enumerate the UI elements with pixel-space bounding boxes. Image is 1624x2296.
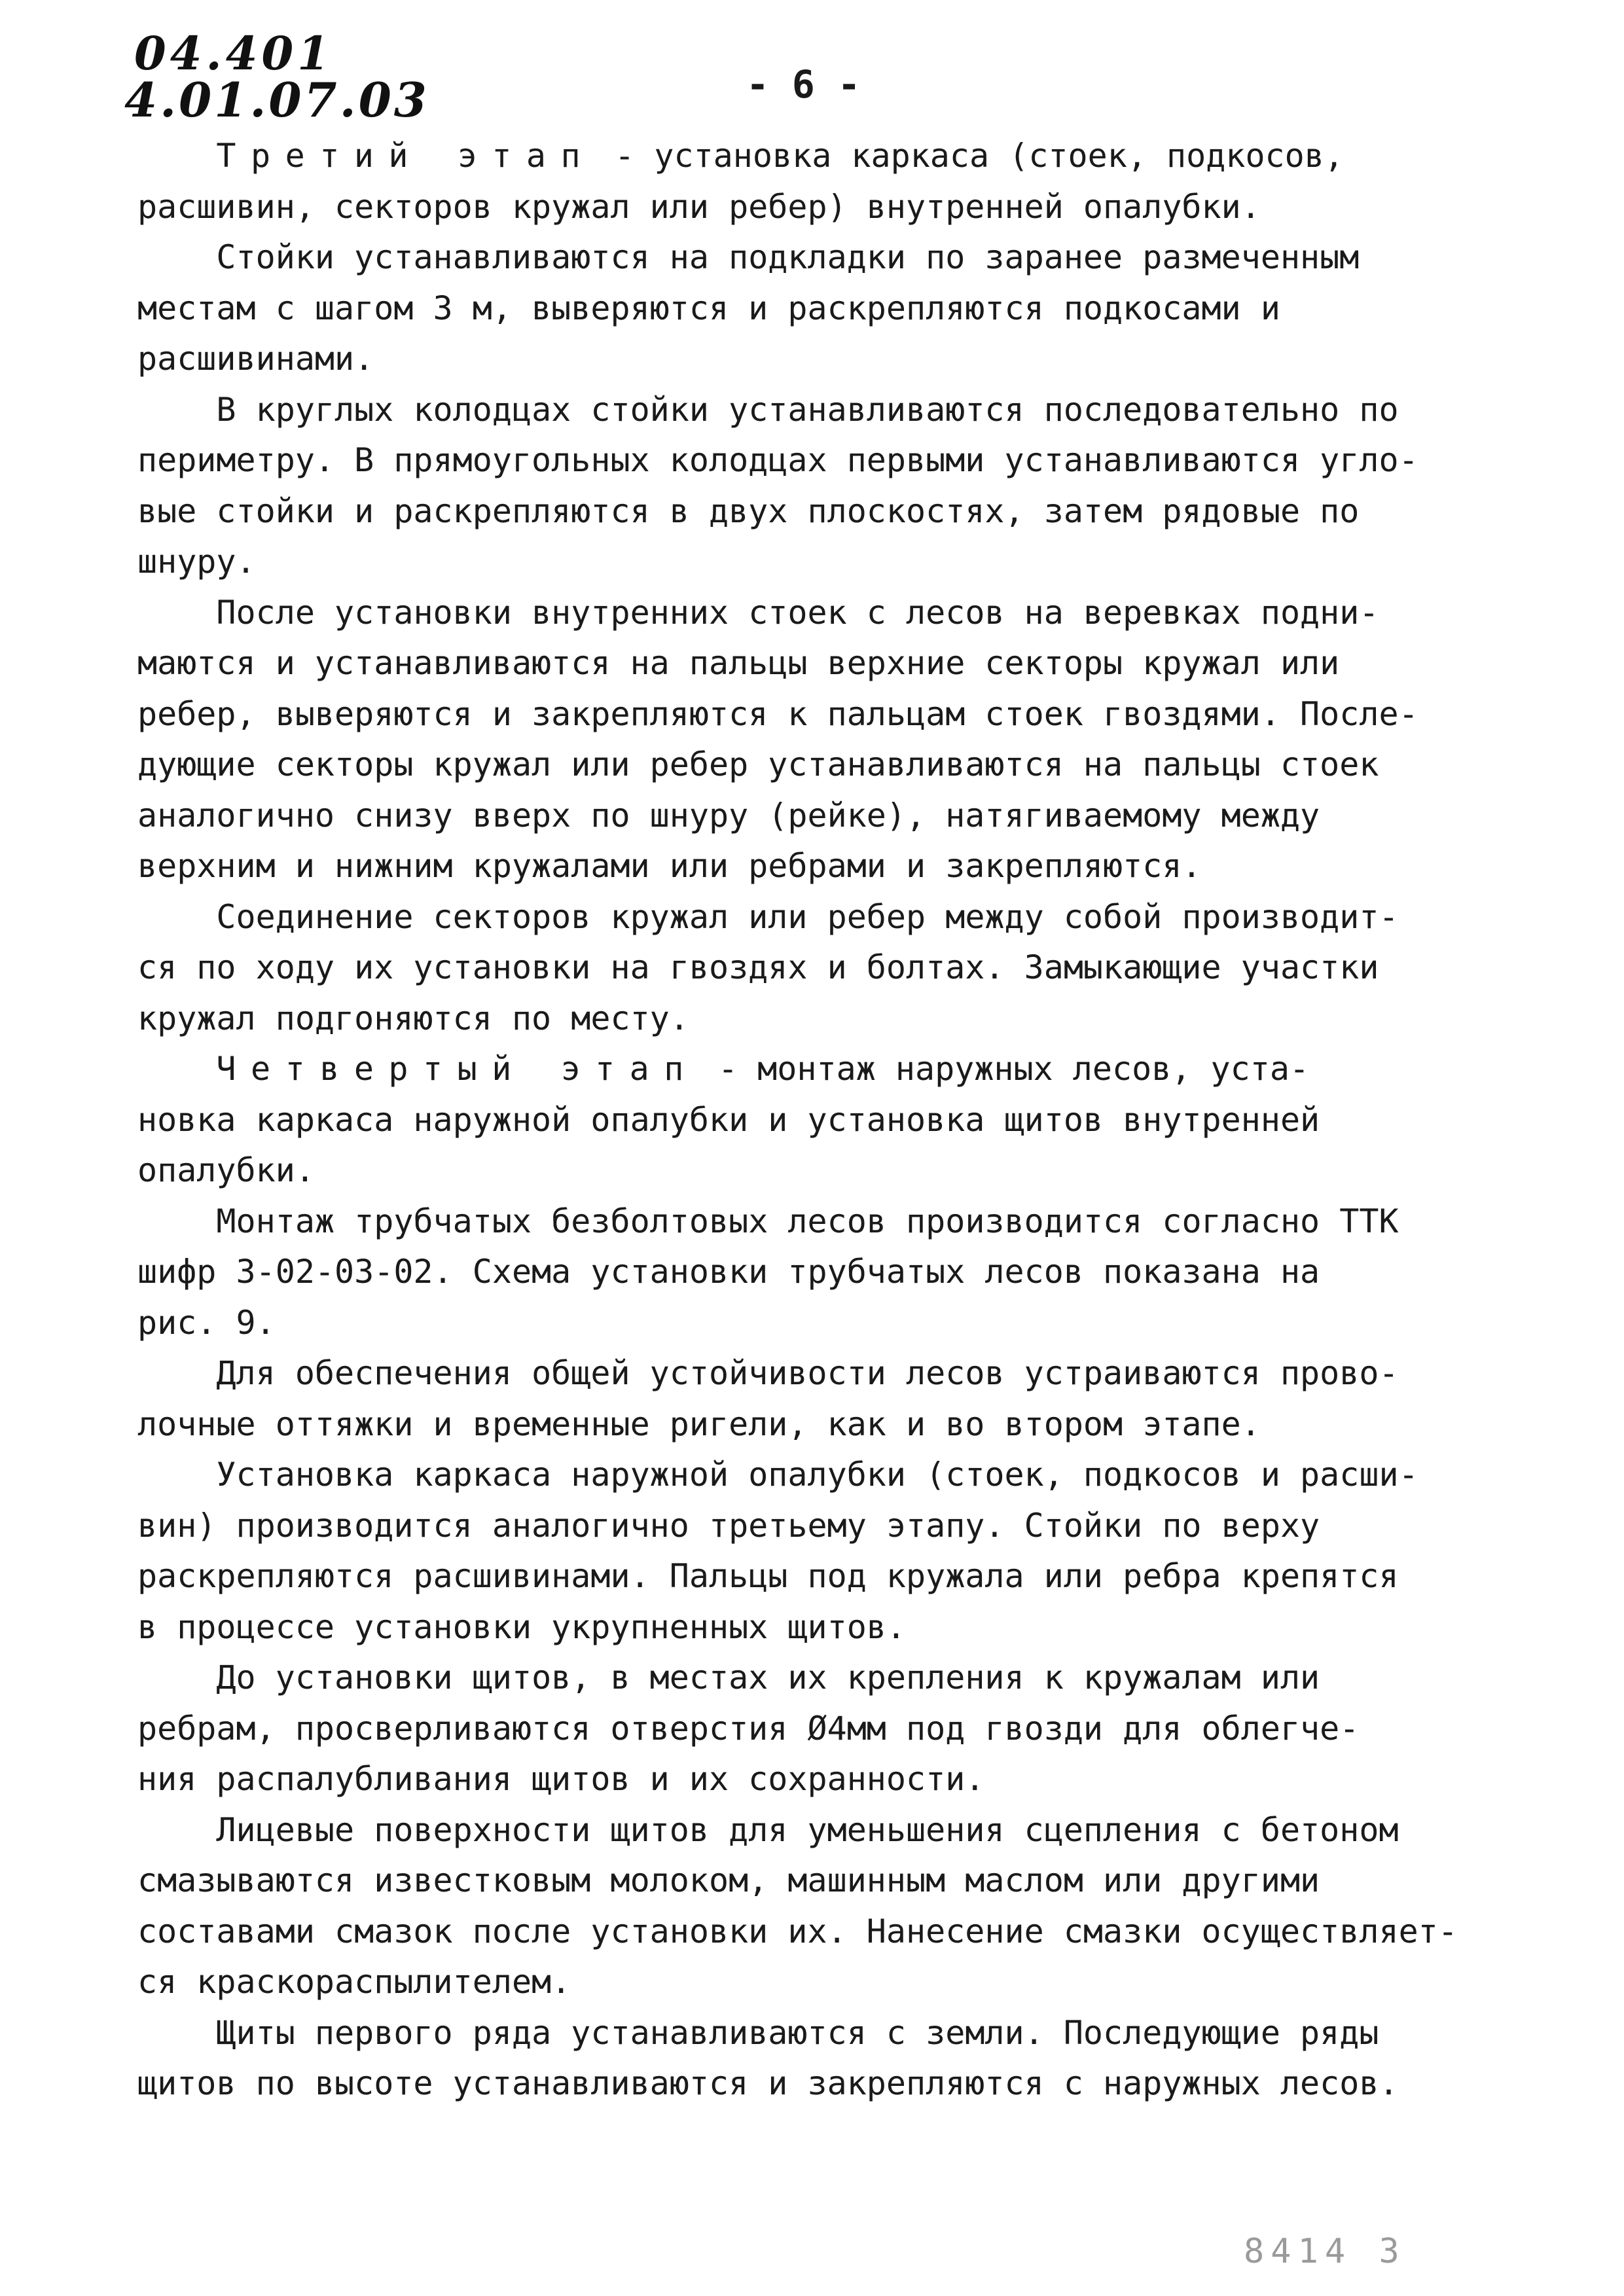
paragraph-indent	[137, 2014, 216, 2052]
paragraph-indent	[137, 1202, 216, 1240]
line-text: Лицевые поверхности щитов для уменьшения сцепления с бетоном	[216, 1810, 1399, 1849]
line-text: шнуру.	[137, 543, 256, 581]
line-text: вин) производится аналогично третьему этапу. Стойки по верху	[137, 1506, 1320, 1545]
line-text: ребрам, просверливаются отверстия Ø4мм под гвозди для облегче-	[137, 1709, 1360, 1748]
line-text: новка каркаса наружной опалубки и установка щитов внутренней	[137, 1100, 1320, 1139]
text-line	[137, 1704, 1506, 1755]
line-text: опалубки.	[137, 1151, 315, 1189]
text-line	[137, 2058, 1506, 2109]
text-line	[137, 1602, 1506, 1653]
paragraph-indent	[137, 1659, 216, 1696]
paragraph-indent	[137, 238, 216, 276]
line-text: После установки внутренних стоек с лесов на веревках подни-	[216, 593, 1379, 632]
line-text: расшивин, секторов кружал или ребер) внутренней опалубки.	[137, 187, 1261, 226]
text-line	[137, 435, 1506, 486]
text-line	[137, 537, 1506, 588]
text-line	[137, 2008, 1506, 2059]
line-text: вые стойки и раскрепляются в двух плоскостях, затем рядовые по	[137, 492, 1360, 530]
text-line	[137, 1196, 1506, 1247]
line-text: ся по ходу их установки на гвоздях и болтах. Замыкающие участки	[137, 948, 1379, 986]
line-text: Монтаж трубчатых безболтовых лесов производится согласно ТТК	[216, 1202, 1399, 1240]
line-text: раскрепляются расшивинами. Пальцы под кружала или ребра крепятся	[137, 1557, 1399, 1595]
line-text: местам с шагом 3 м, выверяются и раскрепляются подкосами и	[137, 289, 1280, 327]
text-line	[137, 385, 1506, 436]
line-text: Для обеспечения общей устойчивости лесов устраиваются прово-	[216, 1354, 1399, 1392]
line-text: Установка каркаса наружной опалубки (стоек, подкосов и расши-	[216, 1456, 1418, 1494]
text-line	[137, 1095, 1506, 1146]
line-text: ся краскораспылителем.	[137, 1963, 571, 2001]
line-text: аналогично снизу вверх по шнуру (рейке), натягиваемому между	[137, 796, 1320, 834]
text-line	[137, 740, 1506, 791]
archive-stamp-note: 8414 3	[1244, 2232, 1406, 2271]
line-text: - установка каркаса (стоек, подкосов,	[595, 137, 1344, 175]
text-line	[137, 994, 1506, 1045]
text-line	[137, 638, 1506, 689]
paragraph-indent	[137, 391, 216, 429]
line-text: в процессе установки укрупненных щитов.	[137, 1607, 906, 1646]
text-line	[137, 1907, 1506, 1958]
line-text: Щиты первого ряда устанавливаются с земли. Последующие ряды	[216, 2013, 1379, 2052]
line-text: ния распалубливания щитов и их сохранности.	[137, 1760, 985, 1798]
paragraph-indent	[137, 594, 216, 632]
text-line	[137, 1399, 1506, 1450]
text-line	[137, 689, 1506, 740]
line-text: периметру. В прямоугольных колодцах первыми устанавливаются угло-	[137, 441, 1418, 479]
text-line	[137, 1551, 1506, 1602]
text-line	[137, 1653, 1506, 1704]
text-line	[137, 588, 1506, 639]
text-line	[137, 1247, 1506, 1298]
text-line	[137, 1856, 1506, 1907]
line-text: расшивинами.	[137, 340, 374, 378]
text-line	[137, 283, 1506, 334]
text-line	[137, 131, 1506, 182]
line-text: маются и устанавливаются на пальцы верхние секторы кружал или	[137, 644, 1340, 682]
page-number: - 6 -	[746, 62, 861, 107]
paragraph-indent	[137, 898, 216, 936]
paragraph-indent	[137, 1050, 216, 1088]
line-text: Стойки устанавливаются на подкладки по заранее размеченным	[216, 238, 1360, 276]
line-text: лочные оттяжки и временные ригели, как и во втором этапе.	[137, 1405, 1261, 1443]
line-text: - монтаж наружных лесов, уста-	[698, 1050, 1310, 1088]
line-text: Соединение секторов кружал или ребер между собой производит-	[216, 897, 1399, 936]
line-text: В круглых колодцах стойки устанавливаются последовательно по	[216, 390, 1399, 429]
text-line	[137, 334, 1506, 385]
paragraph-indent	[137, 1354, 216, 1392]
text-line	[137, 1957, 1506, 2008]
text-line	[137, 1754, 1506, 1805]
handwritten-document-code: 4.01.07.03	[124, 72, 429, 128]
text-line	[137, 942, 1506, 994]
line-text: рис. 9.	[137, 1303, 276, 1342]
text-line	[137, 1450, 1506, 1501]
stage-heading: Третий этап	[216, 137, 596, 175]
text-line	[137, 791, 1506, 842]
line-text: кружал подгоняются по месту.	[137, 999, 689, 1037]
text-line	[137, 892, 1506, 943]
paragraph-indent	[137, 1456, 216, 1494]
text-line	[137, 1298, 1506, 1349]
line-text: До установки щитов, в местах их крепления к кружалам или	[216, 1659, 1320, 1696]
text-line	[137, 841, 1506, 892]
text-line	[137, 182, 1506, 233]
line-text: составами смазок после установки их. Нанесение смазки осуществляет-	[137, 1912, 1458, 1950]
line-text: щитов по высоте устанавливаются и закрепляются с наружных лесов.	[137, 2064, 1399, 2102]
line-text: верхним и нижним кружалами или ребрами и закрепляются.	[137, 847, 1202, 885]
handwritten-code-top: 04.401	[134, 26, 333, 81]
line-text: шифр 3-02-03-02. Схема установки трубчатых лесов показана на	[137, 1253, 1320, 1291]
paragraph-indent	[137, 137, 216, 175]
line-text: ребер, выверяются и закрепляются к пальцам стоек гвоздями. После-	[137, 694, 1418, 733]
text-line	[137, 1044, 1506, 1095]
stage-heading: Четвертый этап	[216, 1050, 698, 1088]
text-line	[137, 1348, 1506, 1399]
text-line	[137, 1145, 1506, 1196]
line-text: смазываются известковым молоком, машинным маслом или другими	[137, 1861, 1320, 1899]
text-line	[137, 486, 1506, 537]
page-body	[137, 131, 1506, 2109]
paragraph-indent	[137, 1811, 216, 1849]
line-text: дующие секторы кружал или ребер устанавливаются на пальцы стоек	[137, 745, 1379, 783]
text-line	[137, 232, 1506, 283]
text-line	[137, 1501, 1506, 1552]
text-line	[137, 1805, 1506, 1856]
